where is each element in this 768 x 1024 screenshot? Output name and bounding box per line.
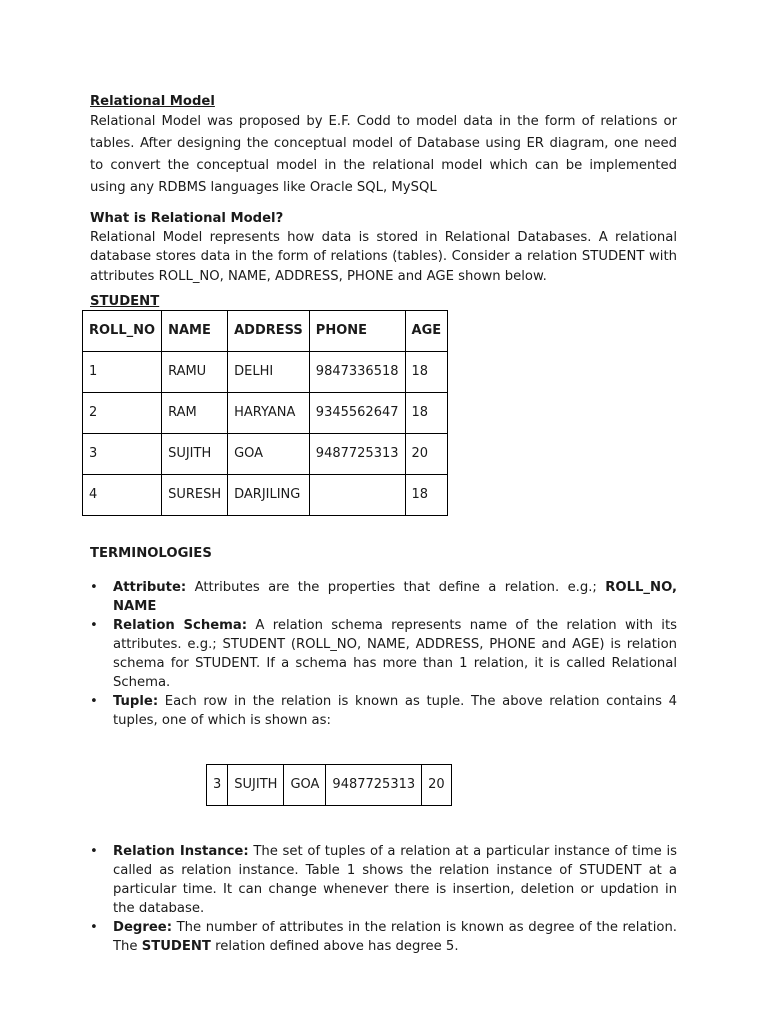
term-bold-relation: STUDENT [141,938,211,954]
term-text: The number of attributes in the relation is known as degree of the relation. The [113,919,677,954]
table-cell: RAM [162,392,228,433]
list-item [90,842,677,918]
table-cell: 20 [422,764,452,805]
student-table [82,310,448,516]
bullet-icon: • [90,579,98,595]
column-header: PHONE [309,310,405,351]
column-header: ADDRESS [228,310,310,351]
term-label: Relation Instance: [113,843,249,859]
intro-title: Relational Model [90,94,215,109]
table-cell: RAMU [162,351,228,392]
terminology-list-continued [90,842,677,956]
table-cell: SUJITH [162,433,228,474]
what-paragraph: Relational Model represents how data is stored in Relational Databases. A relational database stores data in the form of relations (tables). Consider a relation STUDENT with attributes ROLL_NO, NAME, ADDRESS, PHONE and AGE shown below. [90,230,677,284]
intro-section [90,92,677,199]
list-item [90,692,677,730]
bullet-icon: • [90,617,98,633]
table-cell: 9487725313 [309,433,405,474]
bullet-icon: • [90,919,98,935]
term-label: Relation Schema: [113,617,248,633]
table-cell: 4 [83,474,162,515]
table-cell: 3 [83,433,162,474]
table-cell: 20 [405,433,448,474]
table-cell: GOA [228,433,310,474]
tuple-example [206,764,677,806]
what-title: What is Relational Model? [90,211,284,226]
table-cell: DELHI [228,351,310,392]
table-cell: 9847336518 [309,351,405,392]
table-cell: 1 [83,351,162,392]
terminology-list [90,578,677,730]
table-cell: 2 [83,392,162,433]
term-label: Attribute: [113,579,187,595]
bullet-icon: • [90,843,98,859]
column-header: AGE [405,310,448,351]
table-cell: 18 [405,474,448,515]
student-table-title: STUDENT [90,293,160,309]
table-header-row [83,310,448,351]
table-row [83,392,448,433]
table-row [83,351,448,392]
table-cell: 18 [405,392,448,433]
column-header: ROLL_NO [83,310,162,351]
term-text: The set of tuples of a relation at a particular instance of time is called as relation instance. Table 1 shows the relation instance of STUDENT at a particular time. It can change whenever there is insertion, deletion or updation in the database. [113,843,677,916]
bullet-icon: • [90,693,98,709]
column-header: NAME [162,310,228,351]
table-row [83,474,448,515]
tuple-table [206,764,452,806]
table-cell: 9487725313 [326,764,422,805]
terminologies-title: TERMINOLOGIES [90,545,212,561]
table-cell: GOA [284,764,326,805]
table-cell: 3 [207,764,228,805]
list-item [90,918,677,956]
table-cell: 9345562647 [309,392,405,433]
term-label: Tuple: [113,693,159,709]
term-text: Attributes are the properties that define a relation. e.g.; [186,579,606,595]
table-cell: SURESH [162,474,228,515]
document-page [90,92,677,956]
intro-paragraph: Relational Model was proposed by E.F. Codd to model data in the form of relations or tables. After designing the conceptual model of Database using ER diagram, one need to convert the conceptual model in the relational model which can be implemented using any RDBMS languages like Oracle SQL, MySQL [90,114,677,195]
list-item [90,578,677,616]
table-cell: DARJILING [228,474,310,515]
table-cell [309,474,405,515]
table-cell: SUJITH [228,764,284,805]
list-item [90,616,677,692]
term-text: Each row in the relation is known as tuple. The above relation contains 4 tuples, one of which is shown as: [113,693,677,728]
what-section [90,209,677,286]
table-cell: 18 [405,351,448,392]
term-text: A relation schema represents name of the relation with its attributes. e.g.; STUDENT (ROLL_NO, NAME, ADDRESS, PHONE and AGE) is relation schema for STUDENT. If a schema has more than 1 relation, it is called Relational Schema. [113,617,677,690]
term-bold-examples: ROLL_NO, NAME [113,579,677,614]
term-label: Degree: [113,919,172,935]
term-text-end: relation defined above has degree 5. [210,938,459,954]
table-row [83,433,448,474]
table-cell: HARYANA [228,392,310,433]
table-row [207,764,452,805]
